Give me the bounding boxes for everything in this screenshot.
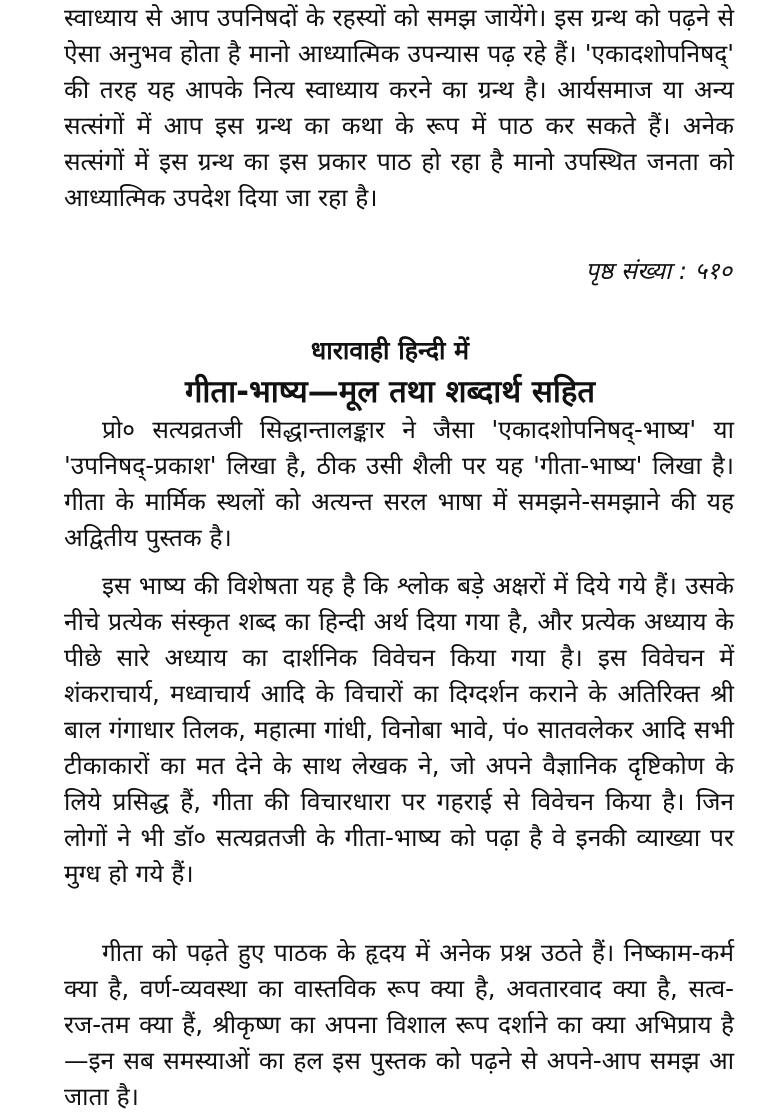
body-paragraph: गीता को पढ़ते हुए पाठक के हृदय में अनेक प्रश्न उठते हैं। निष्काम-कर्म क्या है, वर्ण-व्यवस्था का वास्तविक रूप क्या है, अवतारवाद क्या है, सत्व-रज-तम क्या हैं, श्रीकृष्ण का अपना विशाल रूप दर्शाने का क्या अभिप्राय है—इन सब समस्याओं का हल इस पुस्तक को पढ़ने से अपने-आप समझ आ जाता है। [64, 938, 734, 1111]
body-paragraph: इस भाष्य की विशेषता यह है कि श्लोक बड़े अक्षरों में दिये गये हैं। उसके नीचे प्रत्येक संस्कृत शब्द का हिन्दी अर्थ दिया गया है, और प्रत्येक अध्याय के पीछे सारे अध्याय का दार्शनिक विवेचन किया गया है। इस विवेचन में शंकराचार्य, मध्वाचार्य आदि के विचारों का दिग्दर्शन कराने के अतिरिक्त श्री बाल गंगाधार तिलक, महात्मा गांधी, विनोबा भावे, पं० सातवलेकर आदि सभी टीकाकारों का मत देने के साथ लेखक ने, जो अपने वैज्ञानिक दृष्टिकोण के लिये प्रसिद्ध हैं, गीता की विचारधारा पर गहराई से विवेचन किया है। जिन लोगों ने भी डॉ० सत्यव्रतजी के गीता-भाष्य को पढ़ा है वे इनकी व्याख्या पर मुग्ध हो गये हैं। [64, 571, 734, 888]
section-subtitle: धारावाही हिन्दी में [310, 336, 470, 365]
page-count: पृष्ठ संख्या : ५१० [585, 257, 732, 285]
intro-paragraph: स्वाध्याय से आप उपनिषदों के रहस्यों को समझ जायेंगे। इस ग्रन्थ को पढ़ने से ऐसा अनुभव होता है मानो आध्यात्मिक उपन्यास पढ़ रहे हैं। 'एकादशोपनिषद्' की तरह यह आपके नित्य स्वाध्याय करने का ग्रन्थ है। आर्यसमाज या अन्य सत्संगों में आप इस ग्रन्थ का कथा के रूप में पाठ कर सकते हैं। अनेक सत्संगों में इस ग्रन्थ का इस प्रकार पाठ हो रहा है मानो उपस्थित जनता को आध्यात्मिक उपदेश दिया जा रहा है। [64, 3, 734, 212]
section-title: गीता-भाष्य—मूल तथा शब्दार्थ सहित [184, 374, 596, 410]
body-paragraph: प्रो० सत्यव्रतजी सिद्धान्तालङ्कार ने जैसा 'एकादशोपनिषद्-भाष्य' या 'उपनिषद्-प्रकाश' लिखा है, ठीक उसी शैली पर यह 'गीता-भाष्य' लिखा है। गीता के मार्मिक स्थलों को अत्यन्त सरल भाषा में समझने-समझाने की यह अद्वितीय पुस्तक है। [64, 415, 734, 552]
